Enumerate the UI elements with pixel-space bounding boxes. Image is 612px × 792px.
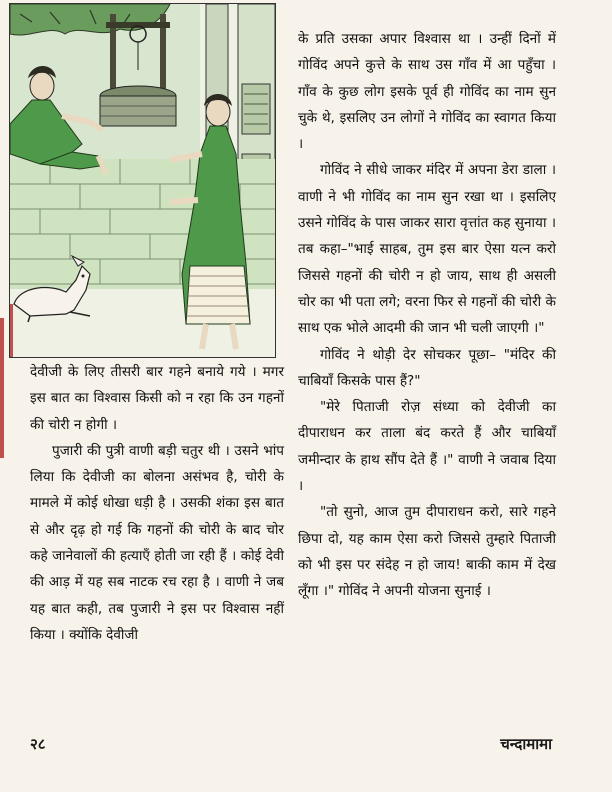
paragraph: पुजारी की पुत्री वाणी बड़ी चतुर थी । उसने भांप लिया कि देवीजी का बोलना असंभव है, चोरी के मामले में कोई धोखा धड़ी है । उसकी शंका इस बात से और दृढ़ हो गई कि गहनों की चोरी के बाद चोर कहे जानेवालों की हत्याएँ होती जा रही हैं । कोई देवी की आड़ में यह सब नाटक रच रहा है । वाणी ने जब यह बात कही, तब पुजारी ने इस पर विश्वास नहीं किया । क्योंकि देवीजी [30, 442, 284, 643]
paragraph: "मेरे पिताजी रोज़ संध्या को देवीजी का दीपाराधन कर ताला बंद करते हैं और चाबियाँ जमीन्दार के हाथ सौंप देते हैं ।" वाणी ने जवाब दिया । [298, 399, 556, 495]
left-text-column [30, 359, 284, 648]
story-illustration [9, 3, 276, 358]
right-text-column [298, 26, 556, 605]
paragraph: "तो सुनो, आज तुम दीपाराधन करो, सारे गहने छिपा दो, यह काम ऐसा करो जिससे तुम्हारे पिताजी को भी इस पर संदेह न हो जाय! बाकी काम में देख लूँगा ।" गोविंद ने अपनी योजना सुनाई । [298, 504, 556, 600]
paragraph: देवीजी के लिए तीसरी बार गहने बनाये गये । मगर इस बात का विश्वास किसी को न रहा कि उन गहनों की चोरी न होगी । [30, 364, 284, 433]
page-edge-marker [0, 318, 4, 458]
paragraph: गोविंद ने सीधे जाकर मंदिर में अपना डेरा डाला । वाणी ने भी गोविंद का नाम सुन रखा था । इसलिए उसने गोविंद के पास जाकर सारा वृत्तांत कह सुनाया । तब कहा–"भाई साहब, तुम इस बार ऐसा यत्न करो जिससे गहनों की चोरी न हो जाय, साथ ही असली चोर का भी पता लगे; वरना फिर से गहनों की चोरी के साथ एक भोले आदमी की जान भी चली जाएगी ।" [298, 162, 556, 337]
paragraph: के प्रति उसका अपार विश्वास था । उन्हीं दिनों में गोविंद अपने कुत्ते के साथ उस गाँव में आ पहुँचा । गाँव के कुछ लोग इसके पूर्व ही गोविंद का नाम सुन चुके थे, इसलिए उन लोगों ने गोविंद का स्वागत किया । [298, 31, 556, 153]
paragraph: गोविंद ने थोड़ी देर सोचकर पूछा– "मंदिर की चाबियाँ किसके पास हैं?" [298, 346, 556, 389]
magazine-title: चन्दामामा [500, 735, 552, 753]
page-number: २८ [30, 735, 46, 753]
page-footer [0, 734, 612, 764]
